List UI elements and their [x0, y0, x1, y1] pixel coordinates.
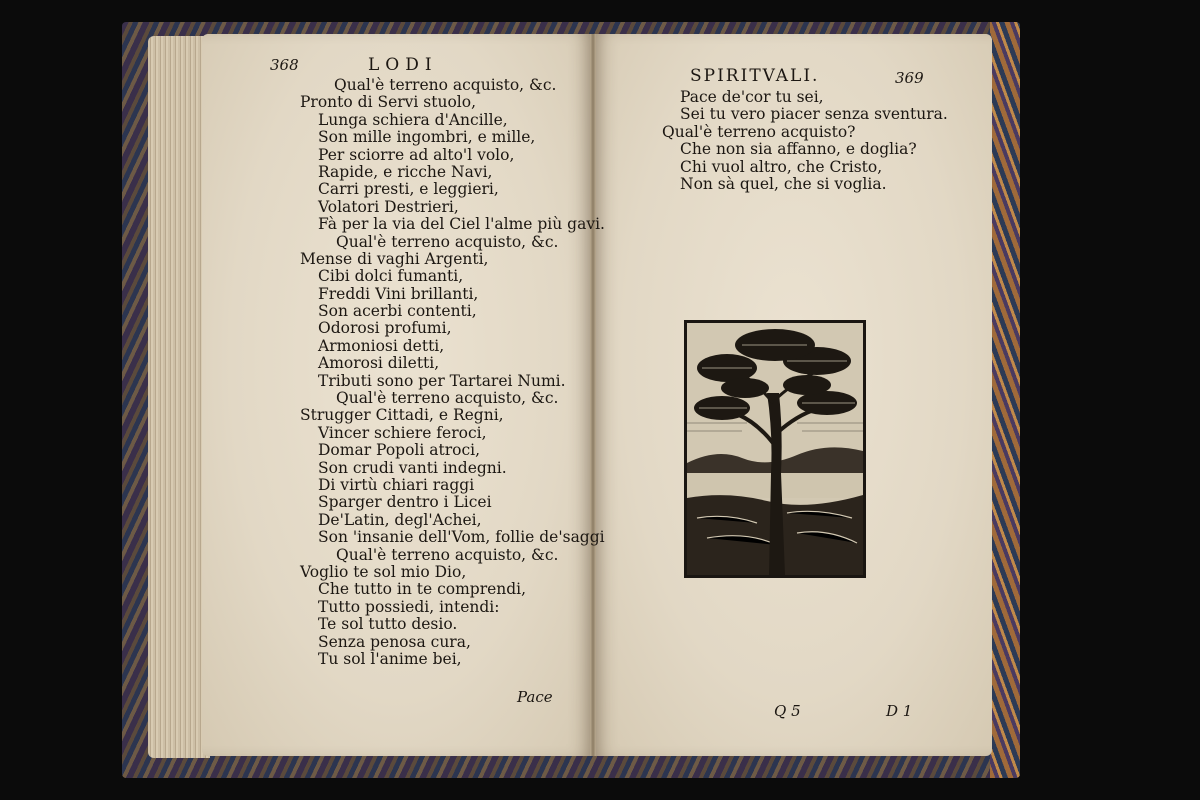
left-running-head: LODI: [368, 55, 438, 75]
verse-line: Cibi dolci fumanti,: [318, 267, 464, 286]
verse-line: Freddi Vini brillanti,: [318, 284, 479, 303]
verse-line: Fà per la via del Ciel l'alme più gavi.: [318, 215, 605, 234]
verse-line: Sei tu vero piacer senza sventura.: [680, 105, 948, 124]
verse-line: Chi vuol altro, che Cristo,: [680, 157, 883, 176]
verse-line: Te sol tutto desio.: [318, 615, 458, 634]
verse-line: De'Latin, degl'Achei,: [318, 510, 482, 529]
verse-line: Odorosi profumi,: [318, 319, 452, 338]
verse-line: Armoniosi detti,: [318, 336, 445, 355]
right-running-head: SPIRITVALI.: [690, 66, 820, 86]
verse-line: Non sà quel, che si voglia.: [680, 174, 887, 193]
verse-line: Vincer schiere feroci,: [318, 423, 487, 442]
verse-line: Che non sia affanno, e doglia?: [680, 140, 917, 159]
verse-line: Tributi sono per Tartarei Numi.: [318, 371, 566, 390]
left-catchword: Pace: [517, 688, 553, 706]
verse-line: Tu sol l'anime bei,: [318, 649, 462, 668]
verse-line: Son acerbi contenti,: [318, 302, 477, 321]
verse-line: Voglio te sol mio Dio,: [300, 562, 467, 581]
verse-line: Pace de'cor tu sei,: [680, 88, 824, 106]
left-page-number: 368: [270, 56, 299, 74]
press-mark: D 1: [886, 702, 913, 720]
right-verse-block: [662, 89, 948, 193]
verse-line: Volatori Destrieri,: [318, 197, 459, 216]
verse-line: Di virtù chiari raggi: [318, 475, 475, 494]
verse-line: Qual'è terreno acquisto, &c.: [334, 76, 557, 94]
verse-line: Carri presti, e leggieri,: [318, 180, 499, 199]
tree-woodcut-icon: [684, 320, 866, 578]
verse-line: Sparger dentro i Licei: [318, 493, 492, 512]
page-block-edges: [148, 36, 210, 758]
verse-line: Qual'è terreno acquisto, &c.: [336, 389, 559, 408]
book-cover-edge: [990, 22, 1020, 778]
verse-line: Senza penosa cura,: [318, 632, 471, 651]
verse-line: Son mille ingombri, e mille,: [318, 128, 536, 147]
verse-line: Amorosi diletti,: [318, 354, 440, 373]
verse-line: Pronto di Servi stuolo,: [300, 93, 477, 112]
verse-line: Strugger Cittadi, e Regni,: [300, 406, 504, 425]
verse-line: Per sciorre ad alto'l volo,: [318, 145, 515, 164]
verse-line: Qual'è terreno acquisto, &c.: [336, 545, 559, 564]
right-page-number: 369: [895, 69, 924, 87]
verse-line: Qual'è terreno acquisto, &c.: [336, 232, 559, 251]
verse-line: Son crudi vanti indegni.: [318, 458, 507, 477]
verse-line: Son 'insanie dell'Vom, follie de'saggi: [318, 528, 605, 547]
verse-line: Lunga schiera d'Ancille,: [318, 110, 508, 129]
signature-mark: Q 5: [774, 702, 801, 720]
verse-line: Mense di vaghi Argenti,: [300, 249, 489, 268]
left-verse-block: [300, 77, 605, 668]
verse-line: Domar Popoli atroci,: [318, 441, 481, 460]
verse-line: Tutto possiedi, intendi:: [318, 597, 500, 616]
verse-line: Qual'è terreno acquisto?: [662, 122, 856, 141]
verse-line: Che tutto in te comprendi,: [318, 580, 527, 599]
verse-line: Rapide, e ricche Navi,: [318, 162, 493, 181]
